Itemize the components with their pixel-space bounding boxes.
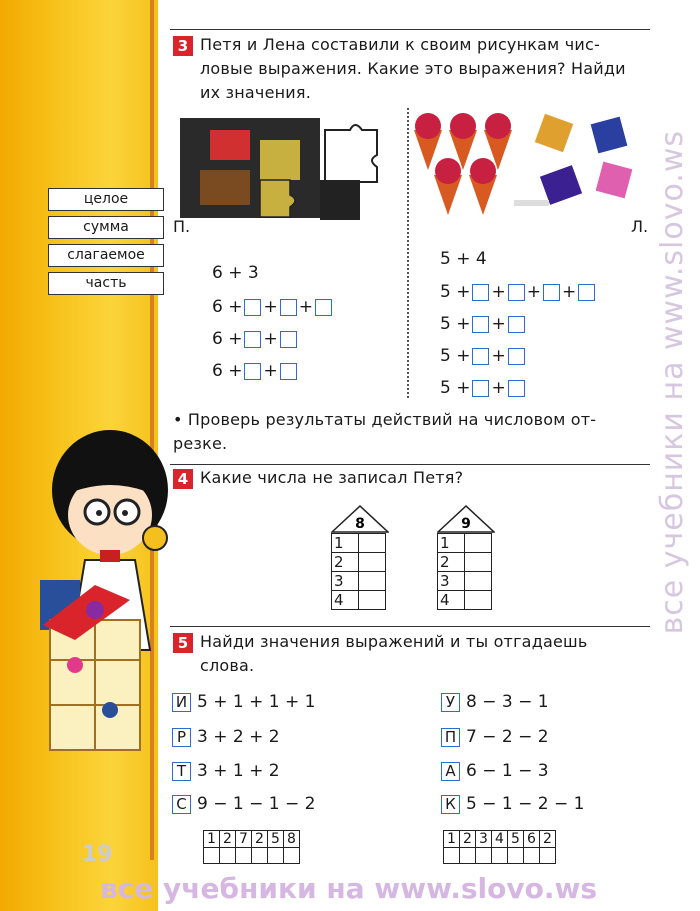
answer-box[interactable]: [508, 380, 525, 397]
answer-grid-left: 1 2 7 2 5 8: [203, 830, 300, 864]
task5-right-row-4: К 5 − 1 − 2 − 1: [441, 794, 584, 814]
label-petya: П.: [173, 217, 191, 236]
empty-cell[interactable]: [465, 591, 492, 610]
term-tag-part: часть: [48, 272, 164, 295]
answer-box[interactable]: [244, 331, 261, 348]
task3-number: 3: [173, 36, 193, 56]
lena-expr-row-2: 5 + +: [440, 314, 525, 334]
task5-right-row-1: У 8 − 3 − 1: [441, 692, 549, 712]
answer-box[interactable]: [508, 348, 525, 365]
answer-cell[interactable]: [204, 848, 220, 864]
letter-box: С: [172, 795, 191, 814]
task5-left-row-4: С 9 − 1 − 1 − 2: [172, 794, 315, 814]
task5-right-row-2: П 7 − 2 − 2: [441, 727, 549, 747]
task4-text: Какие числа не записал Петя?: [200, 468, 464, 487]
svg-text:8: 8: [355, 516, 365, 532]
watermark-vertical: все учебники на www.slovo.ws: [655, 130, 690, 635]
term-tag-whole: целое: [48, 188, 164, 211]
house-8: [331, 505, 389, 610]
petya-expr-row-3: 6 + +: [212, 361, 297, 381]
term-tag-sum: сумма: [48, 216, 164, 239]
task5-left-row-2: Р 3 + 2 + 2: [172, 727, 280, 747]
page-number: 19: [82, 842, 113, 867]
task5-text: Найди значения выражений и ты отгадаешь слова.: [200, 632, 588, 675]
empty-cell[interactable]: [465, 572, 492, 591]
puzzle-illustration: [180, 110, 405, 222]
answer-box[interactable]: [244, 299, 261, 316]
house-table: 1 2 3 4: [331, 533, 386, 610]
letter-box: П: [441, 728, 460, 747]
svg-text:9: 9: [461, 516, 471, 532]
letter-box: У: [441, 693, 460, 712]
answer-cell[interactable]: [268, 848, 284, 864]
task3-check-text: • Проверь результаты действий на числовом от- резке.: [173, 410, 597, 453]
lena-expr-row-4: 5 + +: [440, 378, 525, 398]
empty-cell[interactable]: [465, 553, 492, 572]
task5-right-row-3: А 6 − 1 − 3: [441, 761, 549, 781]
house-roof: [437, 505, 495, 533]
petya-expr-row-2: 6 + +: [212, 329, 297, 349]
task4-number: 4: [173, 469, 193, 489]
answer-cell[interactable]: [476, 848, 492, 864]
label-lena: Л.: [631, 217, 649, 236]
answer-cell[interactable]: [220, 848, 236, 864]
term-tag-addend: слагаемое: [48, 244, 164, 267]
letter-box: А: [441, 762, 460, 781]
answer-cell[interactable]: [492, 848, 508, 864]
answer-box[interactable]: [244, 363, 261, 380]
divider-dotted: [407, 108, 409, 398]
watermark-bottom: все учебники на www.slovo.ws: [100, 872, 597, 905]
ice-cream-illustration: [414, 110, 644, 222]
answer-box[interactable]: [280, 363, 297, 380]
answer-box[interactable]: [472, 348, 489, 365]
lena-expr-row-1: 5 + + + +: [440, 282, 595, 302]
answer-cell[interactable]: [540, 848, 556, 864]
answer-box[interactable]: [508, 284, 525, 301]
task5-left-row-1: И 5 + 1 + 1 + 1: [172, 692, 315, 712]
answer-cell[interactable]: [444, 848, 460, 864]
answer-box[interactable]: [472, 316, 489, 333]
letter-box: Р: [172, 728, 191, 747]
answer-cell[interactable]: [284, 848, 300, 864]
petya-expr-row-1: 6 + + +: [212, 297, 332, 317]
letter-box: К: [441, 795, 460, 814]
answer-box[interactable]: [543, 284, 560, 301]
answer-box[interactable]: [472, 380, 489, 397]
house-roof: [331, 505, 389, 533]
letter-box: Т: [172, 762, 191, 781]
task5-top-rule: [170, 626, 650, 627]
empty-cell[interactable]: [359, 572, 386, 591]
task3-text: Петя и Лена составили к своим рисункам чис- ловые выражения. Какие это выражения? Найди их значения.: [200, 35, 626, 102]
answer-box[interactable]: [472, 284, 489, 301]
answer-box[interactable]: [508, 316, 525, 333]
answer-box[interactable]: [315, 299, 332, 316]
empty-cell[interactable]: [359, 591, 386, 610]
answer-cell[interactable]: [252, 848, 268, 864]
empty-cell[interactable]: [465, 534, 492, 553]
task3-top-rule: [170, 29, 650, 30]
empty-cell[interactable]: [359, 553, 386, 572]
task5-number: 5: [173, 633, 193, 653]
empty-cell[interactable]: [359, 534, 386, 553]
house-9: [437, 505, 495, 610]
house-table: 1 2 3 4: [437, 533, 492, 610]
lena-expr-row-3: 5 + +: [440, 346, 525, 366]
task5-left-row-3: Т 3 + 1 + 2: [172, 761, 280, 781]
petya-expr-main: 6 + 3: [212, 263, 259, 283]
answer-grid-right: 1 2 3 4 5 6 2: [443, 830, 556, 864]
boy-illustration: [15, 420, 185, 760]
answer-cell[interactable]: [460, 848, 476, 864]
answer-box[interactable]: [578, 284, 595, 301]
answer-cell[interactable]: [236, 848, 252, 864]
answer-box[interactable]: [280, 299, 297, 316]
answer-box[interactable]: [280, 331, 297, 348]
answer-cell[interactable]: [508, 848, 524, 864]
task4-top-rule: [170, 464, 650, 465]
answer-cell[interactable]: [524, 848, 540, 864]
letter-box: И: [172, 693, 191, 712]
lena-expr-main: 5 + 4: [440, 249, 487, 269]
